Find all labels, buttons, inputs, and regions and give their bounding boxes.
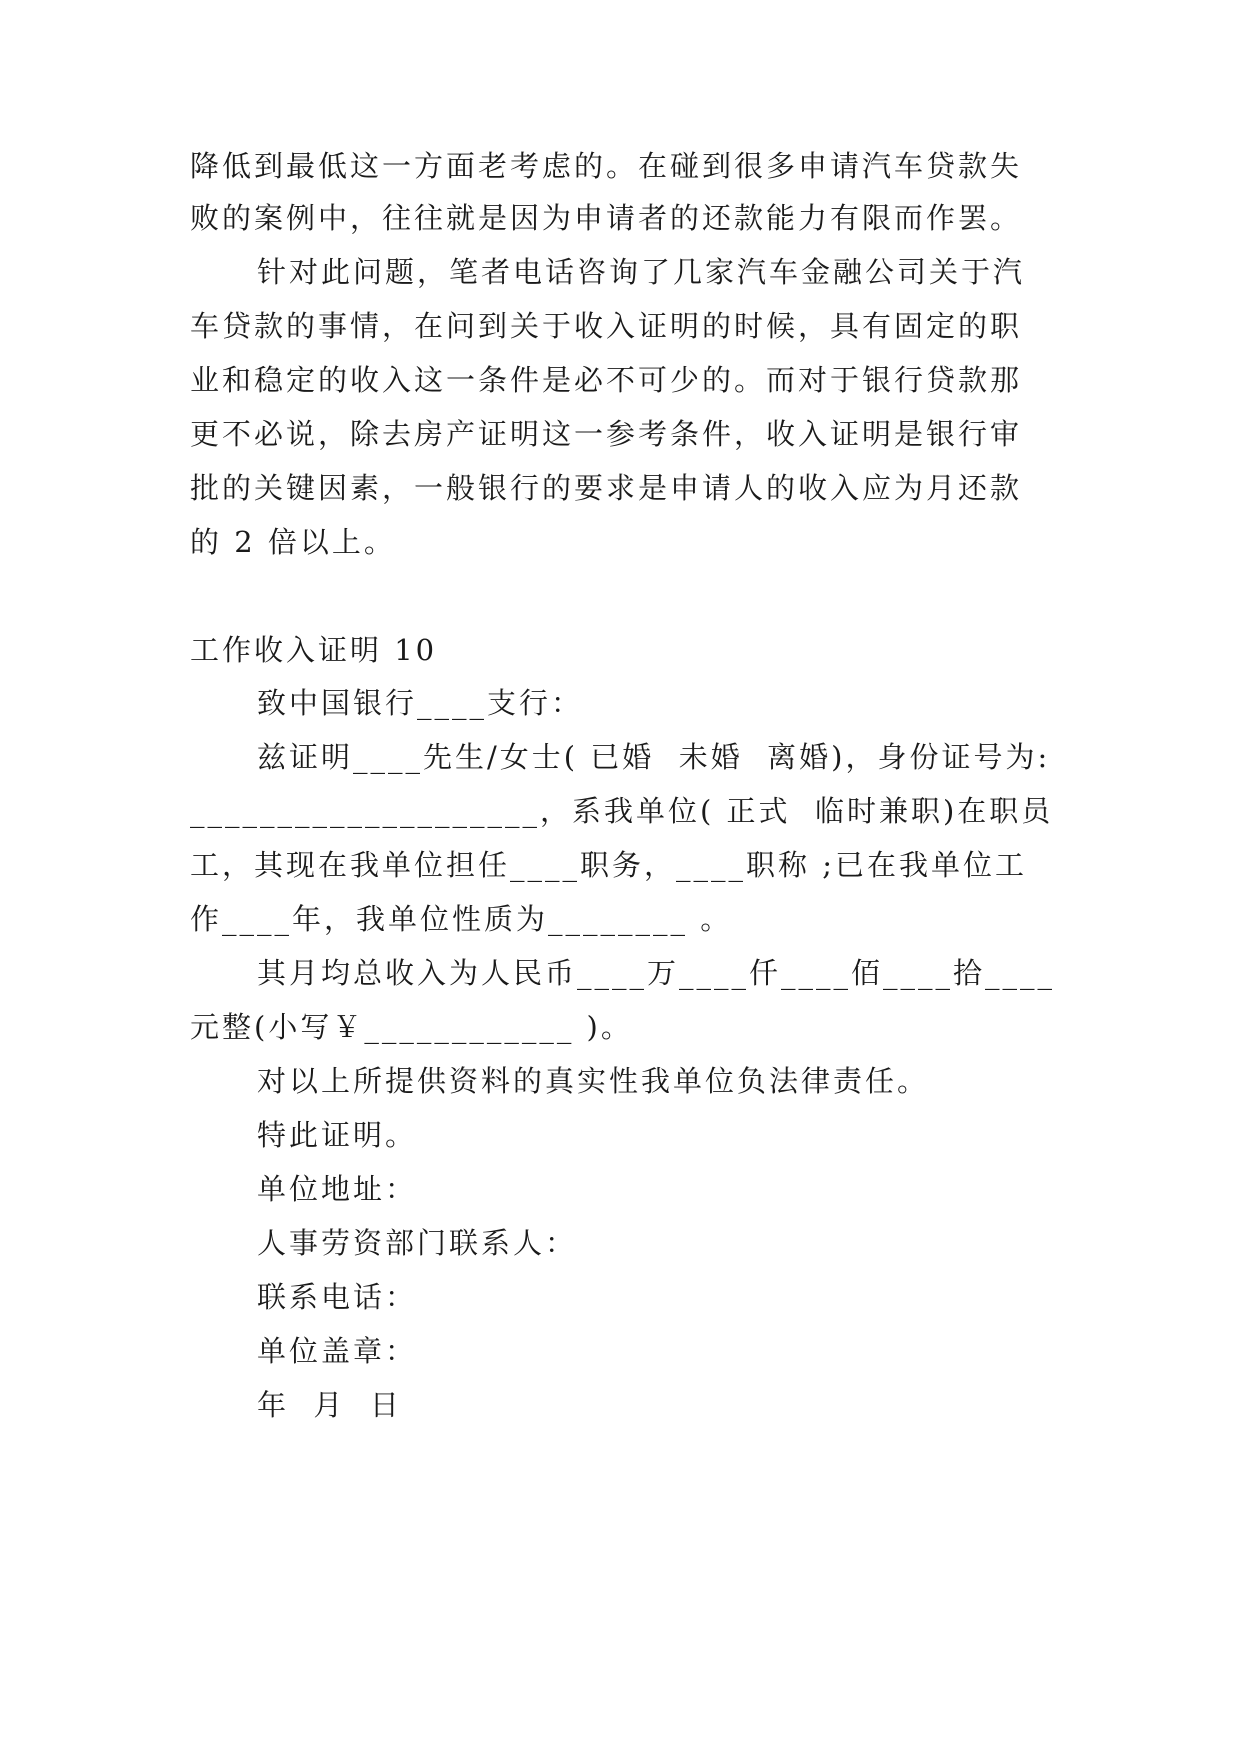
income-line: 元整(小写￥____________ )。 <box>190 1010 633 1044</box>
paragraph-line: 败的案例中，往往就是因为申请者的还款能力有限而作罢。 <box>190 201 1023 235</box>
certificate-body-line: ____________________，系我单位( 正式 临时兼职)在职员 <box>190 794 1054 828</box>
certificate-body-line: 工，其现在我单位担任____职务，____职称 ;已在我单位工 <box>190 848 1027 882</box>
certificate-body-line: 兹证明____先生/女士( 已婚 未婚 离婚)，身份证号为: <box>257 740 1051 774</box>
closing-statement: 特此证明。 <box>257 1118 418 1152</box>
income-line: 其月均总收入为人民币____万____仟____佰____拾____ <box>257 956 1056 990</box>
paragraph-line: 更不必说，除去房产证明这一参考条件，收入证明是银行审 <box>190 417 1023 451</box>
paragraph-line: 批的关键因素，一般银行的要求是申请人的收入应为月还款 <box>190 471 1023 505</box>
paragraph-line: 车贷款的事情，在问到关于收入证明的时候，具有固定的职 <box>190 309 1023 343</box>
certificate-body-line: 作____年，我单位性质为________ 。 <box>190 902 733 936</box>
paragraph-line: 的 2 倍以上。 <box>190 525 396 559</box>
hr-contact-label: 人事劳资部门联系人： <box>257 1226 578 1260</box>
paragraph-line: 针对此问题，笔者电话咨询了几家汽车金融公司关于汽 <box>257 255 1026 289</box>
phone-label: 联系电话： <box>257 1280 418 1314</box>
address-label: 单位地址： <box>257 1172 418 1206</box>
paragraph-line: 业和稳定的收入这一条件是必不可少的。而对于银行贷款那 <box>190 363 1023 397</box>
certificate-salutation: 致中国银行____支行： <box>257 686 584 720</box>
responsibility-statement: 对以上所提供资料的真实性我单位负法律责任。 <box>257 1064 930 1098</box>
paragraph-line: 降低到最低这一方面老考虑的。在碰到很多申请汽车贷款失 <box>190 149 1023 183</box>
certificate-title: 工作收入证明 10 <box>190 633 438 667</box>
seal-label: 单位盖章： <box>257 1334 418 1368</box>
date-label: 年 月 日 <box>257 1388 402 1422</box>
